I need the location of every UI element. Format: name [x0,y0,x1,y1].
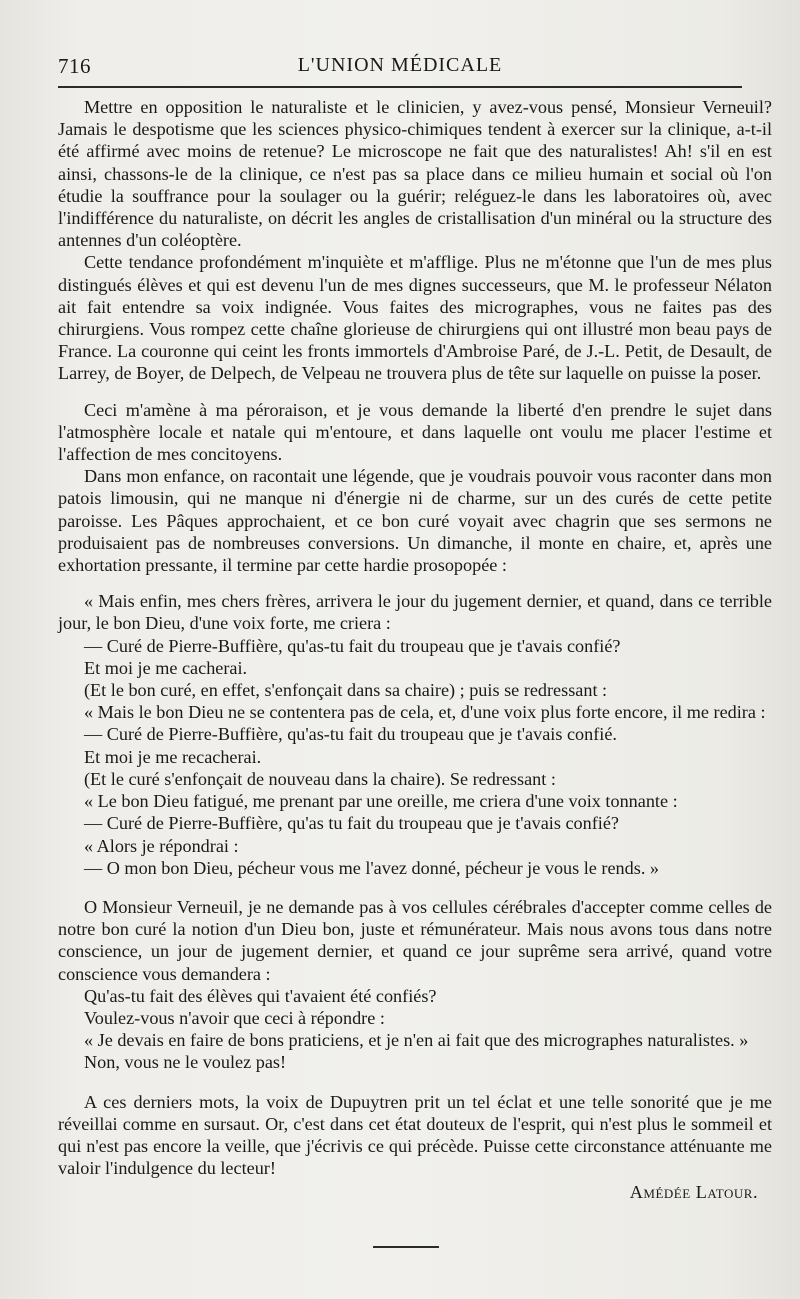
author-signature: Amédée Latour. [629,1182,758,1203]
dialogue-line: Voulez-vous n'avoir que ceci à répondre : [84,1007,385,1028]
page-number: 716 [58,54,91,78]
dialogue-line: — O mon bon Dieu, pécheur vous me l'avez donné, pécheur je vous le rends. » [84,857,660,878]
paragraph: Dans mon enfance, on racontait une légende, que je voudrais pouvoir vous raconter dans mon patois limousin, qui ne manque ni d'énergie ni de charme, sur un des curés de cette petite paroisse. Les Pâques approchaient, et ce bon curé voyait avec chagrin que ses sermons ne produisaient pas de nombreuses conversions. Un dimanche, il monte en chaire, et, après une exhortation pressante, il termine par cette hardie prosopopée : [58,466,772,576]
dialogue-line: (Et le bon curé, en effet, s'enfonçait dans sa chaire) ; puis se redressant : [84,680,608,701]
dialogue-line: Et moi je me recacherai. [84,746,262,767]
paragraph: « Mais enfin, mes chers frères, arrivera le jour du jugement dernier, et quand, dans ce terrible jour, le bon Dieu, d'une voix forte, me criera : [58,591,772,634]
dialogue-line: Qu'as-tu fait des élèves qui t'avaient été confiés? [84,985,437,1006]
dialogue-line: « Mais le bon Dieu ne se contentera pas de cela, et, d'une voix plus forte encore, il me redira : [84,702,766,723]
dialogue-line: « Alors je répondrai : [84,835,239,856]
paragraph: A ces derniers mots, la voix de Dupuytren prit un tel éclat et une telle sonorité que je me réveillai comme en sursaut. Or, c'est dans cet état douteux de l'esprit, qui n'est plus le sommeil et qui n'est pas encore la veille, que j'écrivis ce qui précède. Puisse cette circonstance atténuante me valoir l'indulgence du lecteur! [58,1091,772,1179]
paragraph: Cette tendance profondément m'inquiète et m'afflige. Plus ne m'étonne que l'un de mes plus distingués élèves et qui est devenu l'un de mes dignes successeurs, que M. le professeur Nélaton ait fait entendre sa voix indignée. Vous faites des micrographes, vous ne faites pas des chirurgiens. Vous rompez cette chaîne glorieuse de chirurgiens qui ont illustré mon beau pays de France. La couronne qui ceint les fronts immortels d'Ambroise Paré, de J.-L. Petit, de Desault, de Larrey, de Boyer, de Delpech, de Velpeau ne trouvera plus de tête sur laquelle on puisse la poser. [58,252,772,384]
article-body [58,96,772,1204]
end-rule [373,1246,439,1248]
page-header [58,50,742,86]
dialogue-line: Non, vous ne le voulez pas! [84,1052,287,1073]
dialogue-line: — Curé de Pierre-Buffière, qu'as-tu fait du troupeau que je t'avais confié. [84,724,617,745]
dialogue-line: — Curé de Pierre-Buffière, qu'as tu fait du troupeau que je t'avais confié? [84,813,619,834]
header-rule [58,86,742,88]
dialogue-line: « Le bon Dieu fatigué, me prenant par une oreille, me criera d'une voix tonnante : [84,791,678,812]
dialogue-line: — Curé de Pierre-Buffière, qu'as-tu fait du troupeau que je t'avais confié? [84,635,621,656]
dialogue-line: Et moi je me cacherai. [84,657,248,678]
dialogue-line: « Je devais en faire de bons praticiens, et je n'en ai fait que des micrographes naturalistes. » [84,1030,749,1051]
paragraph: Ceci m'amène à ma péroraison, et je vous demande la liberté d'en prendre le sujet dans l'atmosphère locale et natale qui m'entoure, et dans laquelle ont voulu me placer l'estime et l'affection de mes concitoyens. [58,399,772,465]
dialogue-line: (Et le curé s'enfonçait de nouveau dans la chaire). Se redressant : [84,768,556,789]
paragraph: O Monsieur Verneuil, je ne demande pas à vos cellules cérébrales d'accepter comme celles de notre bon curé la notion d'un Dieu bon, juste et rémunérateur. Mais nous avons tous dans notre conscience, un jour de jugement dernier, et quand ce jour suprême sera arrivé, quand votre conscience vous demandera : [58,896,772,984]
paragraph: Mettre en opposition le naturaliste et le clinicien, y avez-vous pensé, Monsieur Verneuil? Jamais le despotisme que les sciences physico-chimiques tendent à exercer sur la clinique, a-t-il été affirmé avec moins de retenue? Le microscope ne fait que des naturalistes! Ah! s'il en est ainsi, chassons-le de la clinique, ce n'est pas sa place dans ce milieu humain et social où l'on étudie la souffrance pour la soulager ou la guérir; reléguez-le dans les laboratoires où, avec l'indifférence du naturaliste, on décrit les angles de cristallisation d'un minéral ou la structure des antennes d'un coléoptère. [58,97,772,251]
running-head: L'UNION MÉDICALE [297,54,503,76]
